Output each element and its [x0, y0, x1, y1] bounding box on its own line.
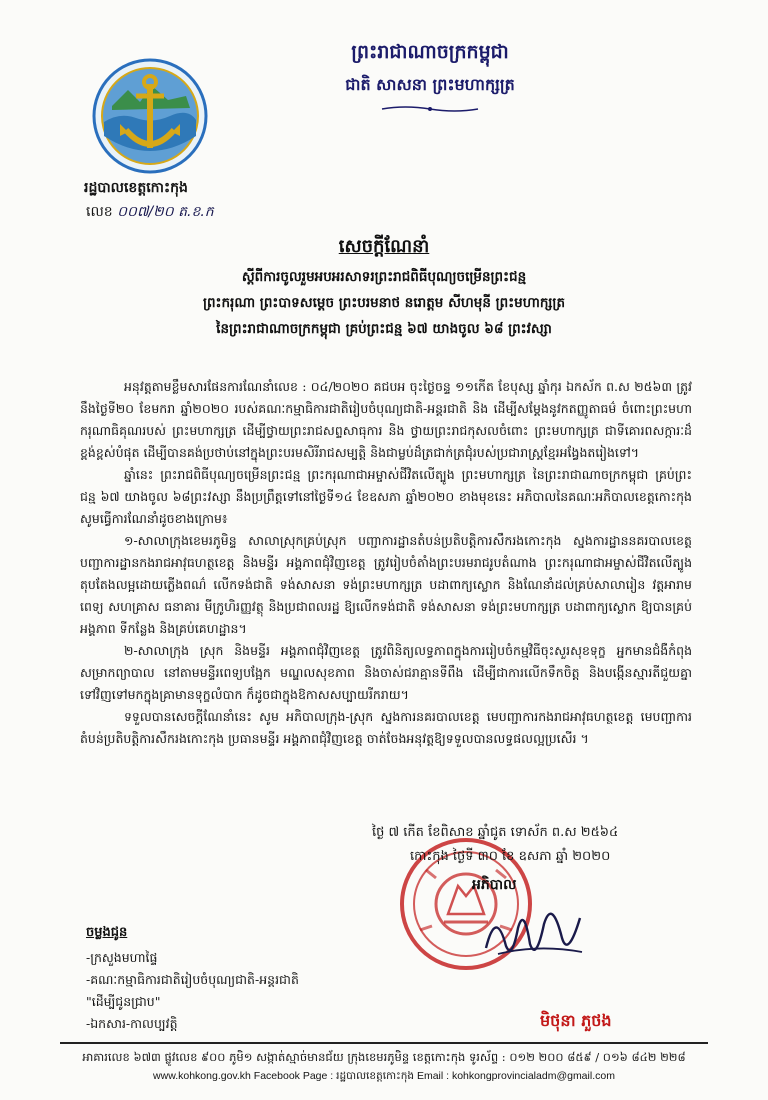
kingdom-heading: ព្រះរាជាណាចក្រកម្ពុជា: [351, 41, 509, 63]
recipient-item: "ដើម្បីជូនជ្រាប": [86, 994, 161, 1009]
document-title: សេចក្តីណែនាំ: [338, 236, 430, 257]
date-solar: កោះកុង ថ្ងៃទី ៣០ ខែ ឧសភា ឆ្នាំ ២០២០: [410, 849, 611, 864]
sender-admin-name: រដ្ឋបាលខេត្តកោះកុង: [84, 180, 188, 196]
subject-line: ស្តីពីការចូលរួមអបអរសាទរព្រះរាជពិធីបុណ្យចម្រើនព្រះជន្ម: [241, 269, 527, 285]
subject-line: នៃព្រះរាជាណាចក្រកម្ពុជា គ្រប់ព្រះជន្ម ៦៧ យាងចូល ៦៨ ព្រះវស្សា: [216, 321, 552, 337]
footer-address: អាគារលេខ ៦៧៣ ផ្លូវលេខ ៩០០ ភូមិ១ សង្កាត់ស្មាច់មានជ័យ ក្រុងខេមរភូមិន្ទ ខេត្តកោះកុង ទូរស័ព្ទ : ០១២ ២០០ ៨៥៩ / ០១៦ ៨៤២ ២២៨: [82, 1050, 686, 1064]
body-paragraph: ទទួលបានសេចក្តីណែនាំនេះ សូម អភិបាលក្រុង-ស្រុក ស្នងការនគរបាលខេត្ត មេបញ្ជាការកងរាជអាវុធហត្ថខេត្ត មេបញ្ជាការតំបន់ប្រតិបត្តិការសឹករងកោះកុង ប្រធានមន្ទីរ អង្គភាពជុំវិញខេត្ត ចាត់ចែងអនុវត្តឱ្យទទួលបានលទ្ធផលល្អប្រសើរ ។: [80, 709, 692, 746]
subject-line: ព្រះករុណា ព្រះបាទសម្តេច ព្រះបរមនាថ នរោត្តម សីហមុនី ព្រះមហាក្សត្រ: [202, 295, 566, 311]
date-lunar: ថ្ងៃ ៧ កើត ខែពិសាខ ឆ្នាំជូត ទោស័ក ព.ស ២៥៦៤: [372, 825, 619, 840]
recipient-item: -ក្រសួងមហាផ្ទៃ: [86, 950, 158, 965]
footer-divider: [60, 1042, 708, 1044]
recipient-item: -ឯកសារ-កាលប្បវត្តិ: [86, 1016, 178, 1031]
body-paragraph: ១-សាលាក្រុងខេមរភូមិន្ទ សាលាស្រុកគ្រប់ស្រុក បញ្ជាការដ្ឋានតំបន់ប្រតិបត្តិការសឹករងកោះកុង ស្នងការដ្ឋាននគរបាលខេត្ត បញ្ជាការដ្ឋានកងរាជអាវុធហត្ថខេត្ត និងមន្ទីរ អង្គភាពជុំវិញខេត្ត ត្រូវរៀបចំតាំងព្រះបរមរាជរូបតំណាង ព្រះករុណាជាអម្ចាស់ជីវិតលើត្បូង តុបតែងលម្អដោយភ្លើងពណ៌ លើកទង់ជាតិ ទង់សាសនា ទង់ព្រះមហាក្សត្រ បដាពាក្យស្លោក និងណែនាំដល់គ្រប់សាលារៀន វត្តអារាម ពេទ្យ សហគ្រាស ធនាគារ មីក្រូហិរញ្ញវត្ថុ និងប្រជាពលរដ្ឋ ឱ្យលើកទង់ជាតិ ទង់សាសនា ទង់ព្រះមហាក្សត្រ បដាពាក្យស្លោក ឱ្យបានគ្រប់អង្គភាព ទីកន្លែង និងគ្រប់គេហដ្ឋាន។: [80, 533, 692, 636]
signer-role: អភិបាល: [472, 877, 517, 893]
ornament-divider-icon: [380, 104, 480, 114]
recipients-title: ចម្លងជូន: [86, 925, 128, 940]
reference-label: លេខ: [86, 204, 113, 220]
signer-name: មិថុនា ភួថង: [540, 1011, 612, 1030]
footer-contact: www.kohkong.gov.kh Facebook Page : រដ្ឋបាលខេត្តកោះកុង Email : kohkongprovincialadm@gmail.com: [153, 1070, 615, 1082]
body-paragraph: អនុវត្តតាមខ្លឹមសារផែនការណែនាំលេខ : ០៤/២០២០ គជបអ ចុះថ្ងៃចន្ទ ១១កើត ខែបុស្ស ឆ្នាំកុរ ឯកស័ក ព.ស ២៥៦៣ ត្រូវនឹងថ្ងៃទី២០ ខែមករា ឆ្នាំ២០២០ របស់គណៈកម្មាធិការជាតិរៀបចំបុណ្យជាតិ-អន្តរជាតិ និង ដើម្បីសម្តែងនូវកតញ្ញូតាធម៌ ចំពោះព្រះមហាករុណាធិគុណរបស់ ព្រះមហាក្សត្រ ដើម្បីថ្វាយព្រះរាជសព្ទសាធុការ និង ថ្វាយព្រះរាជកុសលចំពោះ ព្រះមហាក្សត្រ ជាទីគោរពសក្ការៈដ៏ខ្ពង់ខ្ពស់បំផុត ដើម្បីបានគង់ប្រថាប់នៅក្នុងព្រះបរមសិរីរាជសម្បត្តិ និងជាម្លប់ដ៏ត្រជាក់ត្រជុំរបស់ប្រជារាស្ត្រខ្មែរអង្វែងតរៀងទៅ។: [80, 379, 692, 460]
body-paragraph: ២-សាលាក្រុង ស្រុក និងមន្ទីរ អង្គភាពជុំវិញខេត្ត ត្រូវពិនិត្យលទ្ធភាពក្នុងការរៀបចំកម្មវិធីចុះសួរសុខទុក្ខ អ្នកមានជំងឺកំពុងសម្រាកព្យាបាល នៅតាមមន្ទីរពេទ្យបង្អែក មណ្ឌលសុខភាព និងចាស់ជរាគ្មានទីពឹង ដើម្បីជាការលើកទឹកចិត្ត និងបង្កើនស្មារតីជួយគ្នាទៅវិញទៅមកក្នុងគ្រាមានទុក្ខលំបាក ក៏ដូចជាក្នុងឱកាសសប្បាយរីករាយ។: [80, 643, 692, 702]
provincial-emblem-icon: [90, 56, 210, 176]
national-motto: ជាតិ សាសនា ព្រះមហាក្សត្រ: [345, 75, 515, 94]
signature-icon: [478, 888, 588, 968]
reference-value: ០០៧/២០ ត.ខ.ក: [117, 204, 214, 220]
reference-number: [86, 202, 214, 223]
recipient-item: -គណៈកម្មាធិការជាតិរៀបចំបុណ្យជាតិ-អន្តរជាតិ: [86, 972, 299, 987]
body-paragraph: ឆ្នាំនេះ ព្រះរាជពិធីបុណ្យចម្រើនព្រះជន្ម ព្រះករុណាជាអម្ចាស់ជីវិតលើត្បូង ព្រះមហាក្សត្រ នៃព្រះរាជាណាចក្រកម្ពុជា គ្រប់ព្រះជន្ម ៦៧ យាងចូល ៦៨ព្រះវស្សា នឹងប្រព្រឹត្តទៅនៅថ្ងៃទី១៤ ខែឧសភា ឆ្នាំ២០២០ ខាងមុខនេះ អភិបាលនៃគណៈអភិបាលខេត្តកោះកុង សូមធ្វើការណែនាំដូចខាងក្រោម៖: [80, 467, 692, 526]
document-body: [80, 376, 692, 750]
